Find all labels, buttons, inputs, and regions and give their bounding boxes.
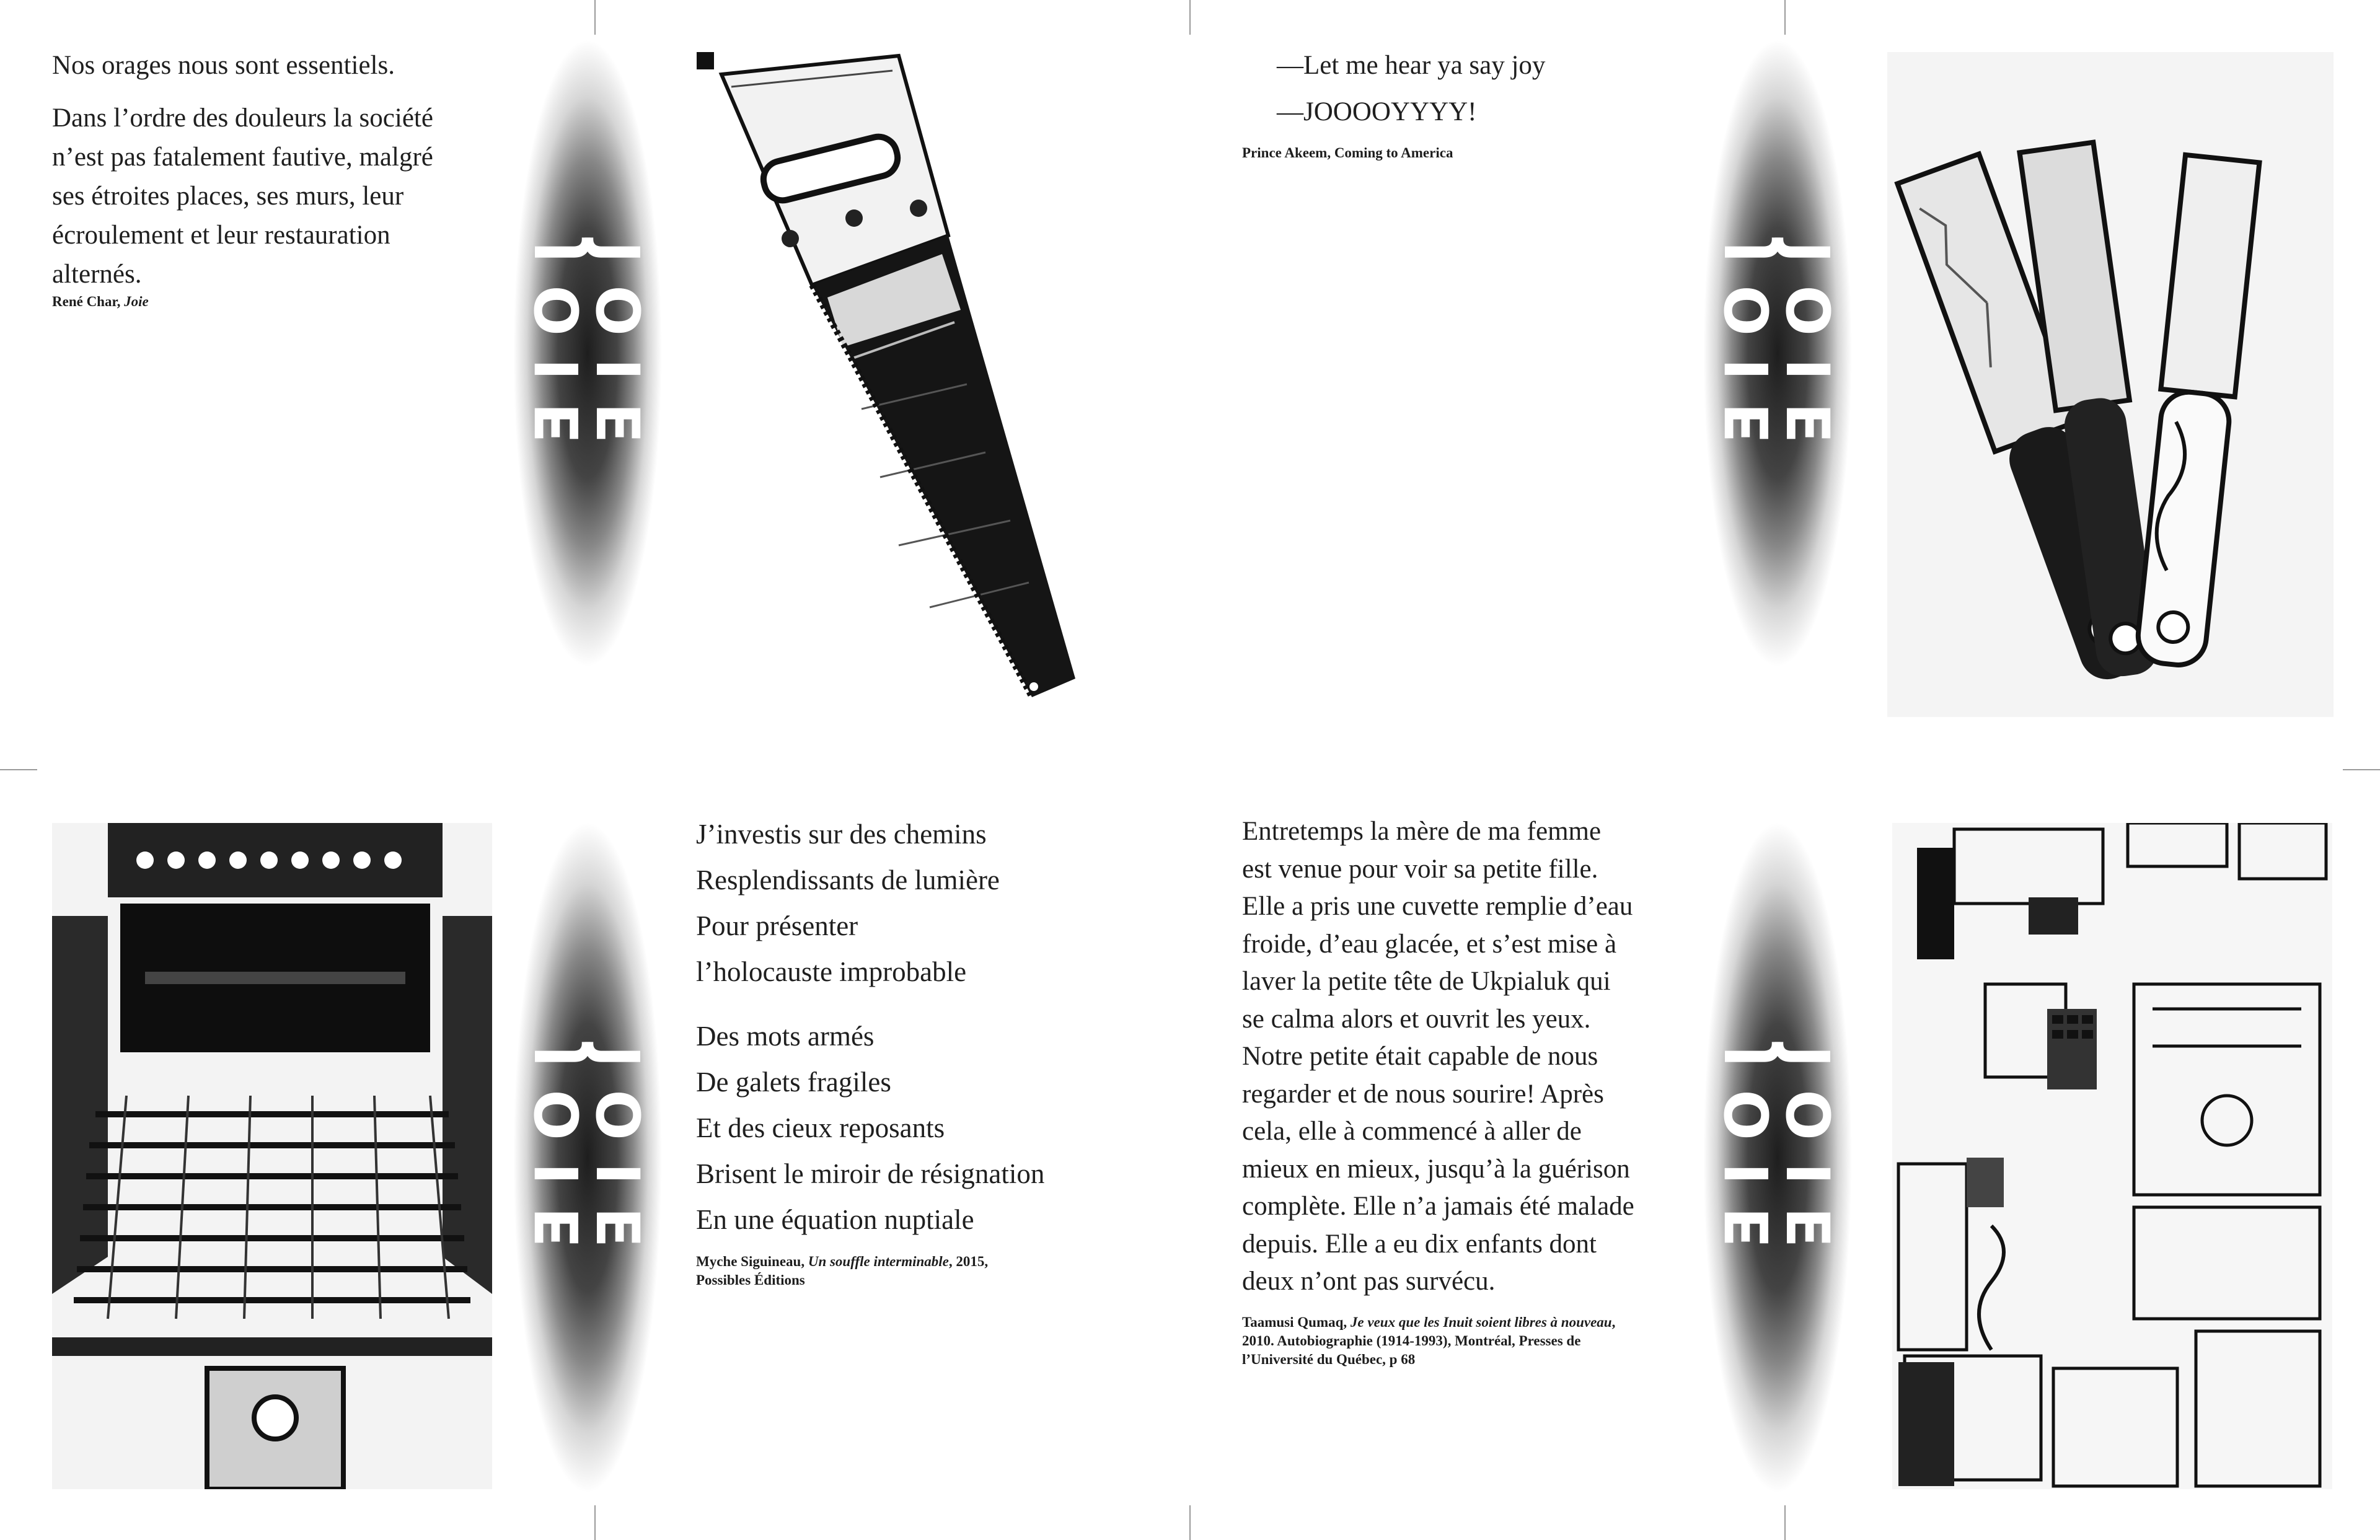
citation-detail: l’Université du Québec, p 68	[1242, 1352, 1416, 1367]
title-word-mirrored: JOIE	[1713, 240, 1783, 466]
poem-line: Pour présenter	[696, 910, 858, 941]
title-band	[507, 823, 668, 1492]
poem-line: Resplendissants de lumière	[696, 865, 1000, 895]
quote	[1242, 813, 1713, 1301]
citation	[696, 1252, 1155, 1290]
panel-top-right	[1190, 0, 2380, 770]
citation-work: Joie	[124, 294, 149, 309]
panel-bottom-left	[0, 770, 1190, 1540]
quote-line: Dans l’ordre des douleurs la société	[52, 103, 433, 133]
citation-author: Taamusi Qumaq,	[1242, 1314, 1351, 1330]
panel-bottom-right	[1190, 770, 2380, 1540]
title-word-mirrored: JOIE	[523, 1045, 593, 1270]
panel-top-left	[0, 0, 1190, 770]
quote-line: —Let me hear ya say joy	[1277, 51, 1546, 80]
putty-knife-icon	[1887, 52, 2334, 717]
quote-line: —JOOOOYYYY!	[1277, 97, 1477, 126]
vertical-title	[523, 1045, 652, 1270]
print-shop-icon	[1892, 823, 2332, 1489]
citation-author: Prince Akeem, Coming to America	[1242, 145, 1453, 161]
title-word: JOIE	[1773, 1045, 1842, 1270]
poem-line: Et des cieux reposants	[696, 1112, 945, 1143]
title-word: JOIE	[1773, 240, 1842, 466]
quote-line: est venue pour voir sa petite fille.	[1242, 854, 1598, 884]
poem-line: De galets fragiles	[696, 1067, 891, 1098]
quote-line: complète. Elle n’a jamais été malade	[1242, 1192, 1634, 1221]
citation-work: Un souffle interminable	[808, 1254, 949, 1269]
vertical-title	[523, 240, 652, 466]
title-band	[1697, 40, 1858, 666]
saw-icon	[694, 50, 1140, 719]
citation	[52, 293, 486, 311]
quote-line: écroulement et leur restauration	[52, 221, 390, 250]
citation	[1242, 144, 1676, 162]
quote-line: se calma alors et ouvrit les yeux.	[1242, 1004, 1591, 1034]
quote-line: regarder et de nous sourire! Après	[1242, 1079, 1604, 1109]
title-word: JOIE	[583, 240, 652, 466]
poem-line: En une équation nuptiale	[696, 1204, 974, 1235]
quote-line: Entretemps la mère de ma femme	[1242, 817, 1602, 846]
title-word-mirrored: JOIE	[523, 240, 593, 466]
poem-line: l’holocauste improbable	[696, 956, 967, 987]
poem-line: J’investis sur des chemins	[696, 819, 987, 850]
putty-knives-image	[1887, 52, 2334, 717]
poem-line: Brisent le miroir de résignation	[696, 1158, 1045, 1189]
quote	[1277, 46, 1711, 131]
vertical-title	[1713, 240, 1842, 466]
quote-line: n’est pas fatalement fautive, malgré	[52, 143, 433, 172]
citation-detail: 2010. Autobiographie (1914-1993), Montréal, Presses de	[1242, 1333, 1581, 1349]
title-word: JOIE	[583, 1045, 652, 1270]
quote-line: Notre petite était capable de nous	[1242, 1042, 1598, 1071]
title-word-mirrored: JOIE	[1713, 1045, 1783, 1270]
quote-line: froide, d’eau glacée, et s’est mise à	[1242, 929, 1617, 959]
quote-line: deux n’ont pas survécu.	[1242, 1267, 1496, 1296]
vertical-title	[1713, 1045, 1842, 1270]
title-band	[1697, 823, 1858, 1492]
citation-author: René Char,	[52, 294, 125, 309]
citation-publisher: Possibles Éditions	[696, 1272, 805, 1288]
poem	[696, 811, 1155, 1243]
citation	[1242, 1313, 1713, 1369]
quote-line: laver la petite tête de Ukpialuk qui	[1242, 967, 1611, 996]
citation-rest: , 2015,	[948, 1254, 989, 1269]
saw-image	[694, 50, 1140, 719]
poem-line: Des mots armés	[696, 1021, 875, 1052]
print-shop-image	[1892, 823, 2332, 1489]
printing-press-icon	[52, 823, 492, 1489]
quote-line: depuis. Elle a eu dix enfants dont	[1242, 1229, 1597, 1259]
quote-line: Elle a pris une cuvette remplie d’eau	[1242, 892, 1633, 921]
citation-work: Je veux que les Inuit soient libres à nouveau	[1350, 1314, 1612, 1330]
quote	[52, 46, 498, 294]
title-band	[507, 40, 668, 666]
quote-line: cela, elle à commencé à aller de	[1242, 1117, 1582, 1146]
printing-press-image	[52, 823, 492, 1489]
quote-line: mieux en mieux, jusqu’à la guérison	[1242, 1154, 1630, 1184]
citation-author: Myche Siguineau,	[696, 1254, 808, 1269]
citation-rest: ,	[1611, 1314, 1616, 1330]
quote-line: ses étroites places, ses murs, leur	[52, 182, 404, 211]
quote-line: Nos orages nous sont essentiels.	[52, 51, 395, 80]
quote-line: alternés.	[52, 260, 142, 289]
